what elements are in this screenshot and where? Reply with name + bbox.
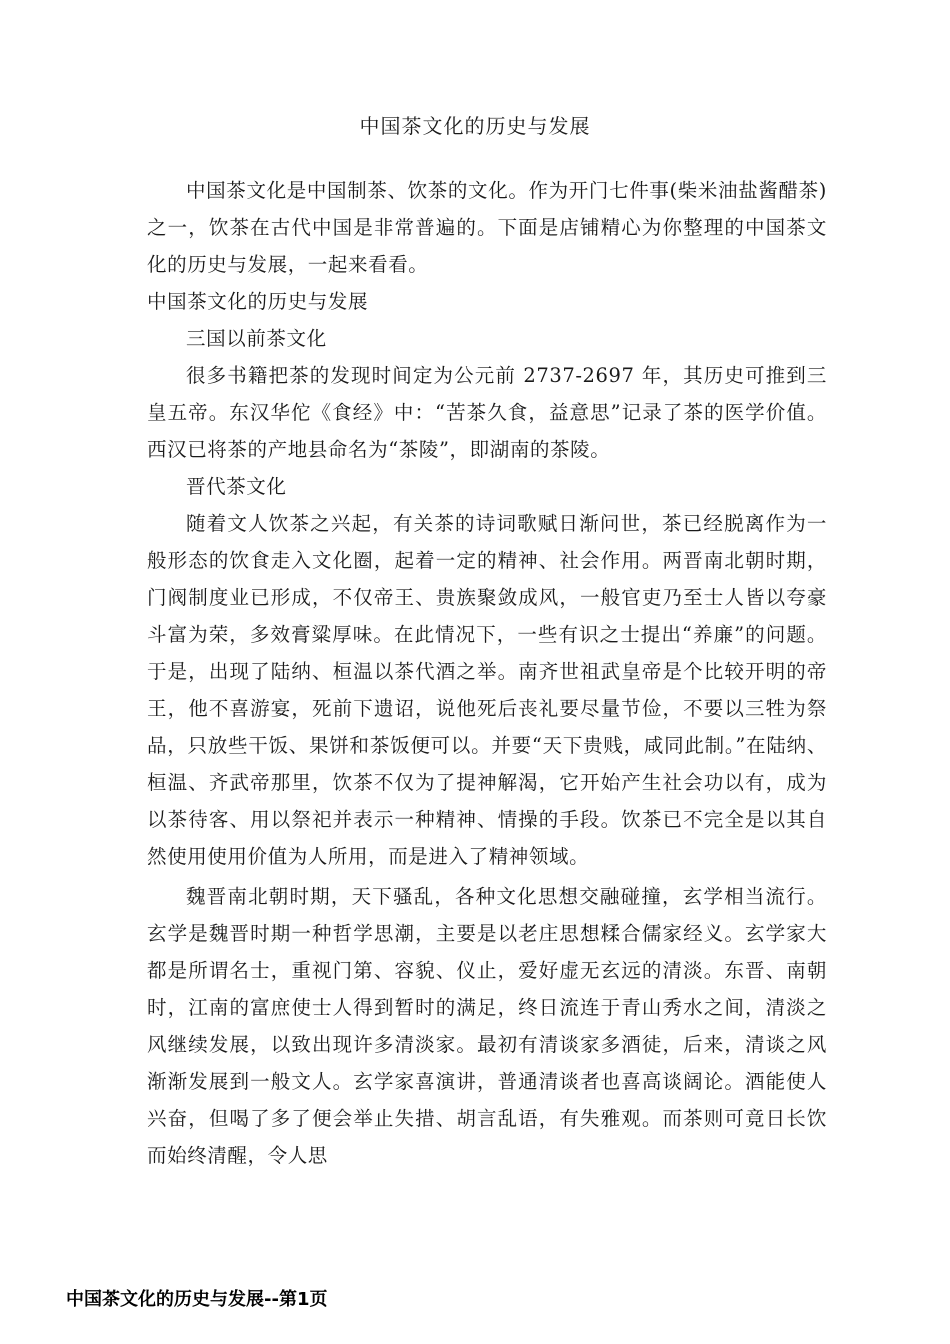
paragraph-jin-dynasty: 随着文人饮茶之兴起，有关茶的诗词歌赋日渐问世，茶已经脱离作为一般形态的饮食走入文化圈，起着一定的精神、社会作用。两晋南北朝时期，门阀制度业已形成，不仅帝王、贵族聚敛成风，一般官吏乃至士人皆以夸豪斗富为荣，多效膏粱厚味。在此情况下，一些有识之士提出“养廉”的问题。于是，出现了陆纳、桓温以茶代酒之举。南齐世祖武皇帝是个比较开明的帝王，他不喜游宴，死前下遗诏，说他死后丧礼要尽量节俭，不要以三牲为祭品，只放些干饭、果饼和茶饭便可以。并要“天下贵贱，咸同此制。”在陆纳、桓温、齐武帝那里，饮茶不仅为了提神解渴，它开始产生社会功以有，成为以茶待客、用以祭祀并表示一种精神、情操的手段。饮茶已不完全是以其自然使用使用价值为人所用，而是进入了精神领域。 bbox=[147, 512, 827, 868]
subsection-heading-jin-dynasty: 晋代茶文化 bbox=[186, 475, 287, 498]
document-title: 中国茶文化的历史与发展 bbox=[359, 114, 591, 138]
document-body bbox=[147, 172, 827, 1174]
paragraph-three-kingdoms: 很多书籍把茶的发现时间定为公元前 2737-2697 年，其历史可推到三皇五帝。东汉华佗《食经》中：“苦茶久食，益意思”记录了茶的医学价值。西汉已将茶的产地县命名为“茶陵”，即湖南的茶陵。 bbox=[147, 364, 827, 461]
section-heading: 中国茶文化的历史与发展 bbox=[147, 290, 369, 313]
paragraph-wei-jin: 魏晋南北朝时期，天下骚乱，各种文化思想交融碰撞，玄学相当流行。玄学是魏晋时期一种哲学思潮，主要是以老庄思想糅合儒家经义。玄学家大都是所谓名士，重视门第、容貌、仪止，爱好虚无玄远的清淡。东晋、南朝时，江南的富庶使士人得到暂时的满足，终日流连于青山秀水之间，清淡之风继续发展，以致出现许多清淡家。最初有清谈家多酒徒，后来，清谈之风渐渐发展到一般文人。玄学家喜演讲，普通清谈者也喜高谈阔论。酒能使人兴奋，但喝了多了便会举止失措、胡言乱语，有失雅观。而茶则可竟日长饮而始终清醒，令人思 bbox=[147, 885, 827, 1167]
subsection-heading-three-kingdoms: 三国以前茶文化 bbox=[186, 327, 327, 350]
intro-paragraph: 中国茶文化是中国制茶、饮茶的文化。作为开门七件事(柴米油盐酱醋茶)之一，饮茶在古代中国是非常普遍的。下面是店铺精心为你整理的中国茶文化的历史与发展，一起来看看。 bbox=[147, 179, 827, 276]
page-footer: 中国茶文化的历史与发展--第1页 bbox=[66, 1289, 328, 1310]
